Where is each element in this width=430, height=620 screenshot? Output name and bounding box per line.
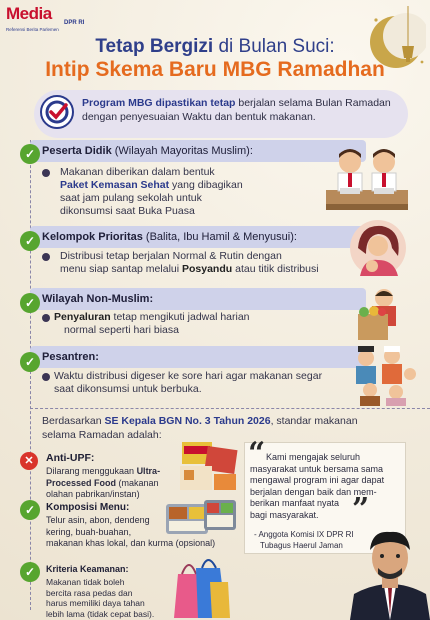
komposisi-l2: kering, buah-buahan, [46,526,132,537]
s1-line1: Makanan diberikan dalam bentuk [60,166,215,178]
komposisi-l1: Telur asin, abon, dendeng [46,515,150,525]
close-quote-icon: ” [352,492,370,527]
logo-main-text: Media [6,4,52,23]
title-line-1-a: Tetap Bergizi [95,36,214,57]
anti-upf-l1b: Ultra- [136,466,161,476]
attrib-name: Tubagus Haerul Jaman [260,540,343,550]
anti-upf-l3: olahan pabrikan/instan) [46,489,140,499]
attrib-role: - Anggota Komisi IX DPR RI [254,530,354,539]
section-pesantren-header [30,346,366,368]
s4-line1: Waktu distribusi digeser ke sore hari agar makanan segar [54,370,323,382]
based-c: selama Ramadan adalah: [42,429,162,441]
section-kelompok-prioritas-header [30,226,366,248]
check-icon: ✓ [20,231,40,251]
check-icon: ✓ [20,500,40,520]
based-a: Berdasarkan [42,415,105,427]
quote-l2: masyarakat untuk bersama sama [250,463,384,474]
quote-l6: bagi masyarakat. [250,509,319,520]
s2-line1: Distribusi tetap berjalan Normal & Rutin dengan [60,250,282,262]
bullet-dot [42,373,50,381]
quote-l4: berjalan dengan baik dan mem- [250,486,377,497]
s1-highlight: Paket Kemasan Sehat [60,179,170,191]
food-box-delivery-illustration [350,284,410,344]
komposisi-menu-title: Komposisi Menu: [46,502,130,513]
section-2-title: Kelompok Prioritas [42,231,143,243]
s3-line1: tetap mengikuti jadwal harian [110,311,250,323]
check-icon: ✓ [20,562,40,582]
quote-l3: mengawal program ini agar dapat [250,475,385,485]
kriteria-l3: harus memiliki daya tahan [46,598,145,608]
mother-baby-illustration [346,218,410,278]
section-1-subtitle: (Wilayah Mayoritas Muslim): [111,145,253,157]
anti-upf-l1a: Dilarang menggukaan [46,466,137,476]
check-icon: ✓ [20,293,40,313]
s3-line2: normal seperti hari biasa [64,324,179,336]
logo-sub-dpr: DPR RI [64,20,85,26]
title-line-2-b: MBG Ramadhan [222,58,385,81]
section-1-title: Peserta Didik [42,145,112,157]
section-4-title: Pesantren: [42,351,99,363]
section-3-text [54,311,334,337]
anti-upf-text [46,466,176,501]
quote-l1: Kami mengajak seluruh [266,452,361,462]
s1-line3: saat jam pulang sekolah untuk [60,192,202,204]
bullet-dot [42,253,50,261]
s2-highlight: Posyandu [182,263,233,275]
s1-line4: dikonsumsi saat Buka Puasa [60,205,195,217]
bullet-dot [42,169,50,177]
title-line-2-a: Intip Skema Baru [45,58,217,81]
s2-line2a: menu siap santap melalui [60,263,182,275]
s4-line2: saat dikonsumsi untuk berbuka. [54,383,202,395]
section-2-text [60,250,340,276]
intro-text [82,96,404,124]
section-peserta-didik-header [30,140,366,162]
open-quote-icon: “ [248,436,266,471]
check-icon: ✓ [20,144,40,164]
food-tray-illustration [164,496,238,536]
section-wilayah-non-muslim-header [30,288,366,310]
official-portrait [350,524,430,620]
kriteria-l2: bercita rasa pedas dan [46,587,133,598]
section-3-title: Wilayah Non-Muslim: [42,293,154,305]
logo-tagline: Referensi Berita Parlemen [6,27,59,32]
timeline-line [30,140,31,610]
kriteria-keamanan-title: Kriteria Keamanan: [46,564,129,574]
section-1-text [60,166,280,218]
checkmark-badge-icon [40,95,74,129]
kriteria-l4: lebih lama (tidak cepat basi). [46,608,155,619]
instant-food-illustration [176,438,240,494]
section-2-subtitle: (Balita, Ibu Hamil & Menyusui): [142,231,297,243]
title-line-1 [0,36,430,58]
quote-l5: berikan manfaat nyata [250,498,340,508]
quote-text [250,452,400,521]
kriteria-l1: Makanan tidak boleh [46,577,125,587]
s2-line2b: atau titik distribusi [232,263,319,275]
anti-upf-l2b: (makanan [116,477,159,488]
bullet-dot [42,314,50,322]
students-eating-illustration [322,142,412,214]
x-mark-icon: ✕ [20,452,38,470]
media-dpr-logo [6,6,96,32]
title-line-2 [0,58,430,82]
check-icon: ✓ [20,352,40,372]
anti-upf-title: Anti-UPF: [46,452,95,464]
kriteria-keamanan-text [46,577,176,619]
based-regulation: SE Kepala BGN No. 3 Tahun 2026 [104,415,271,427]
s1-line2: yang dibagikan [169,179,243,191]
intro-bold: Program MBG dipastikan tetap [82,97,236,109]
komposisi-l3: makanan khas lokal, dan kurma (opsional) [46,538,216,548]
s3-highlight: Penyaluran [54,311,111,323]
title-line-1-b: di Bulan Suci: [218,36,335,57]
based-b: , standar makanan [270,415,358,427]
section-4-text [54,370,354,396]
pesantren-students-illustration [352,344,418,406]
anti-upf-l2: Processed Food [46,477,117,488]
divider-dashed [30,408,430,409]
shopping-bags-illustration [170,552,232,618]
intro-rest: berjalan selama Bulan Ramadan dengan penyesuaian Waktu dan bentuk makanan. [82,97,391,123]
